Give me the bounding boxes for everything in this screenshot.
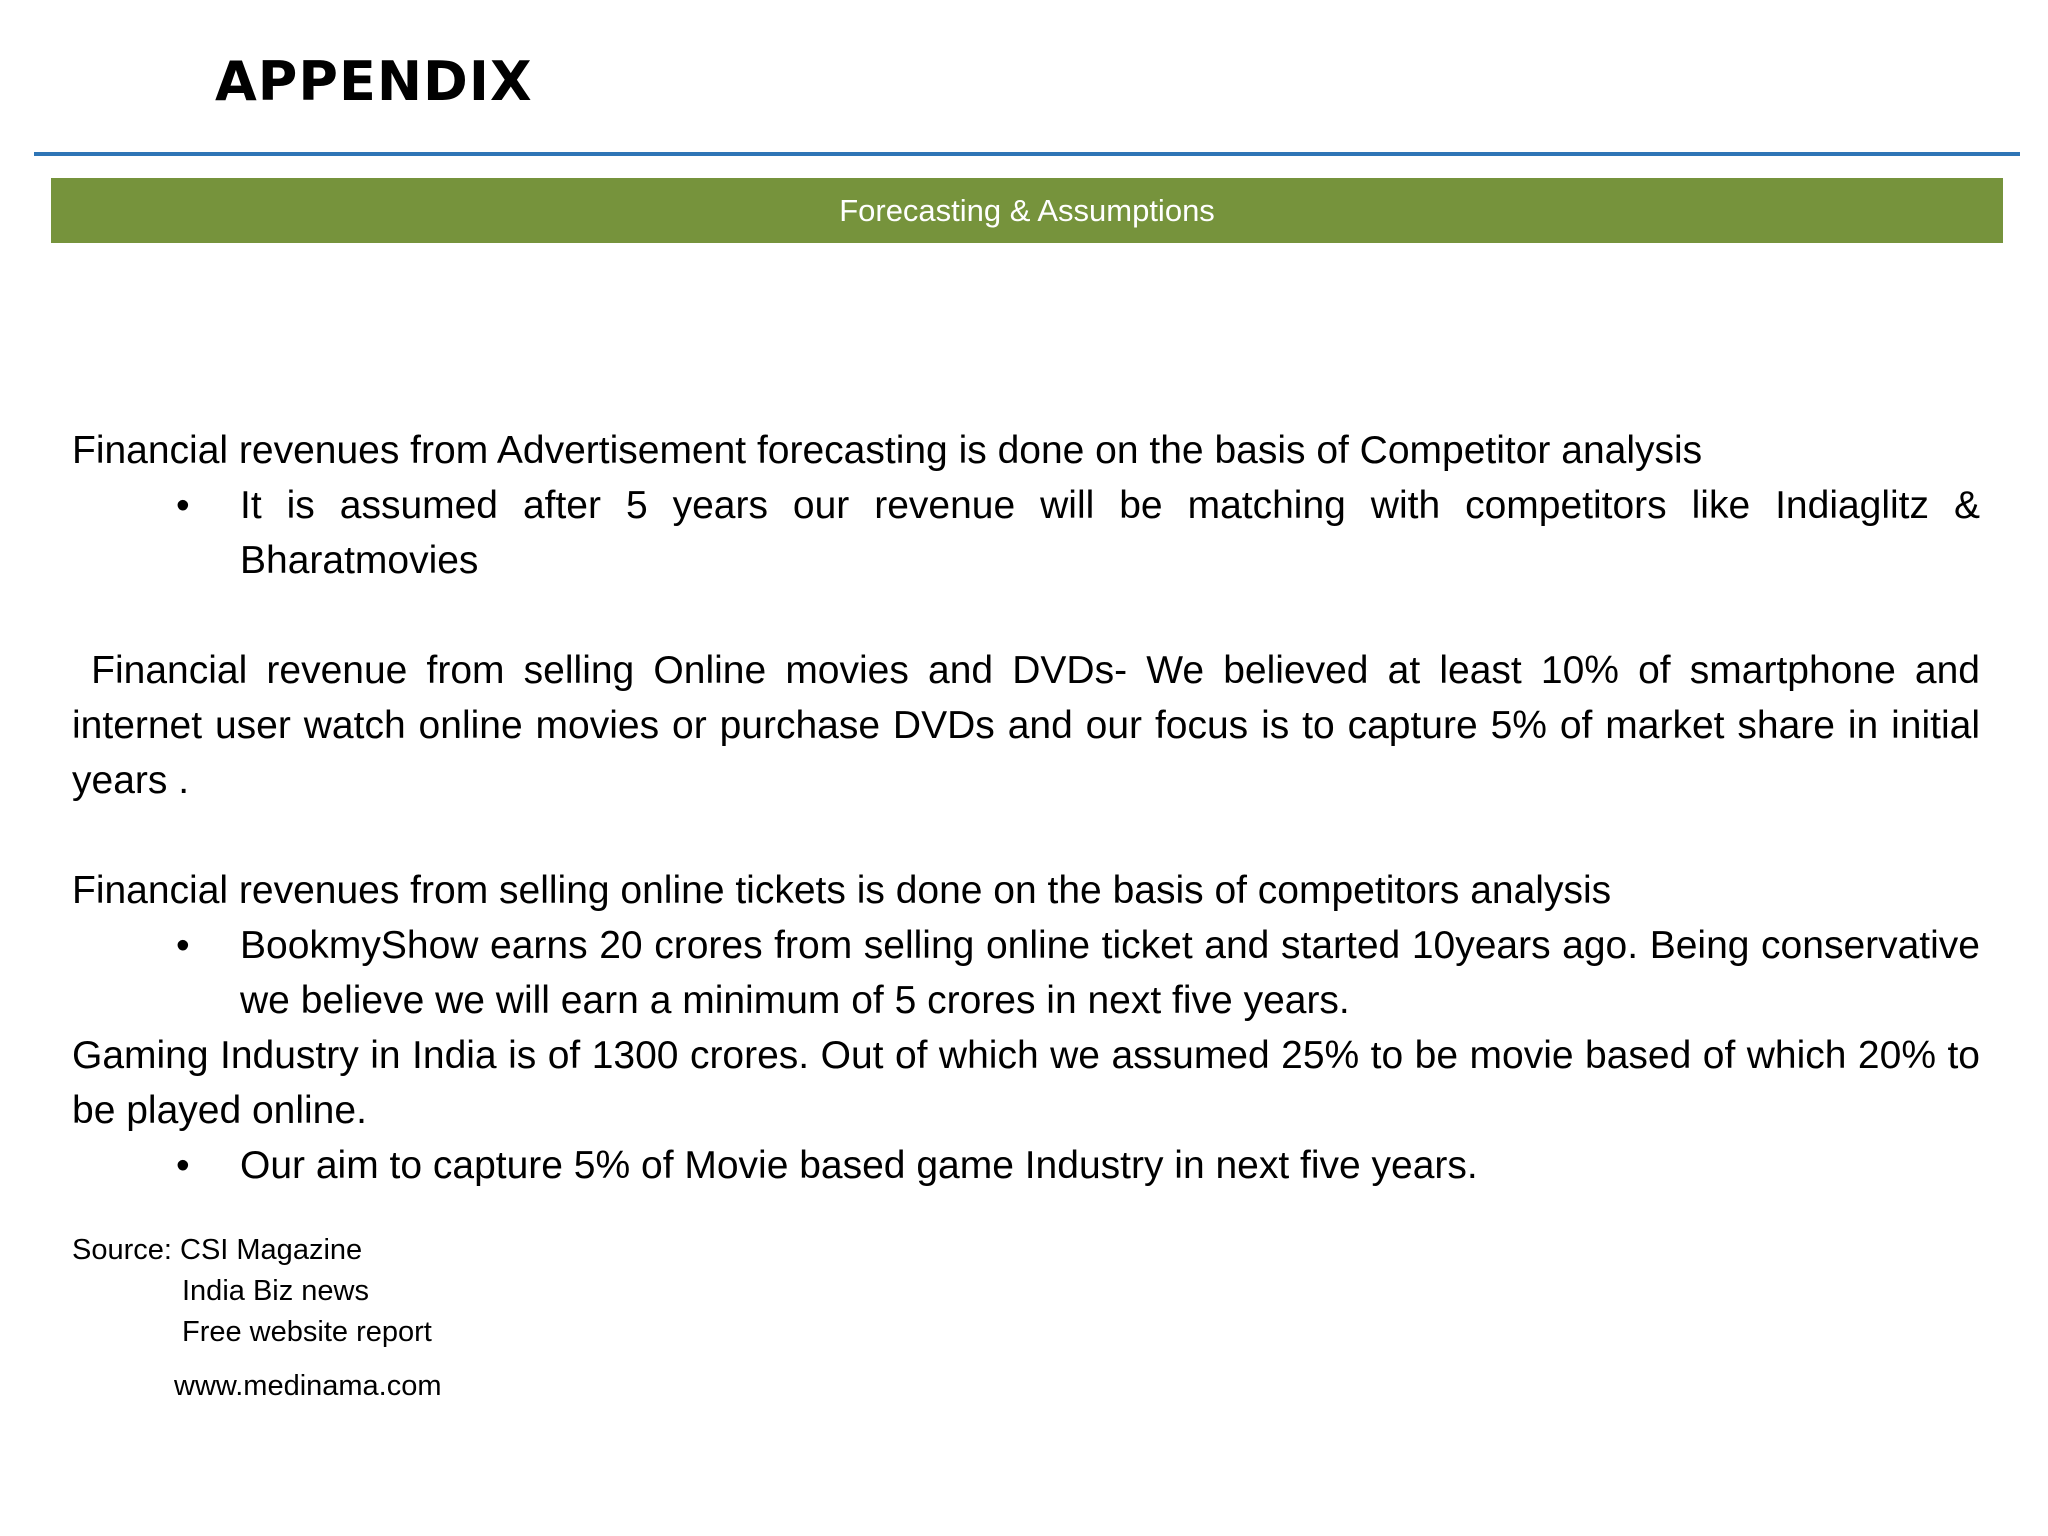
spacer <box>72 808 1980 863</box>
advertisement-bullet-text: It is assumed after 5 years our revenue will be matching with competitors like Indiaglitz & Bharatmovies <box>240 484 1980 582</box>
list-item <box>72 478 1980 588</box>
tickets-bullets <box>72 918 1980 1028</box>
source-url: www.medinama.com <box>174 1370 442 1402</box>
gaming-bullets <box>72 1138 1980 1193</box>
online-movies-text: Financial revenue from selling Online movies and DVDs- We believed at least 10% of smartphone and internet user watch online movies or purchase DVDs and our focus is to capture 5% of market share in initial years . <box>72 649 1980 802</box>
tickets-bullet-text: BookmyShow earns 20 crores from selling online ticket and started 10years ago. Being conservative we believe we will earn a minimum of 5 crores in next five years. <box>240 924 1980 1022</box>
title-divider <box>34 152 2020 156</box>
page-title: APPENDIX <box>215 50 533 113</box>
spacer <box>72 588 1980 643</box>
section-banner <box>51 178 2003 243</box>
list-item <box>72 918 1980 1028</box>
bullet-dot-icon: • <box>176 1144 190 1187</box>
source-label: Source: CSI Magazine <box>72 1234 363 1266</box>
gaming-paragraph: Gaming Industry in India is of 1300 crores. Out of which we assumed 25% to be movie based of which 20% to be played online. <box>72 1034 1980 1132</box>
assumptions-content <box>72 423 1980 1193</box>
list-item <box>72 1138 1980 1193</box>
bullet-dot-icon: • <box>176 924 190 967</box>
source-item: India Biz news <box>182 1275 369 1307</box>
advertisement-paragraph: Financial revenues from Advertisement forecasting is done on the basis of Competitor analysis <box>72 429 1703 472</box>
bullet-dot-icon: • <box>176 484 190 527</box>
online-movies-paragraph <box>72 643 1980 808</box>
advertisement-bullets <box>72 478 1980 588</box>
sources-block <box>72 1230 432 1353</box>
section-banner-label: Forecasting & Assumptions <box>839 192 1215 228</box>
source-item: Free website report <box>182 1316 432 1348</box>
gaming-bullet-text: Our aim to capture 5% of Movie based game Industry in next five years. <box>240 1144 1478 1187</box>
tickets-paragraph: Financial revenues from selling online tickets is done on the basis of competitors analysis <box>72 869 1612 912</box>
